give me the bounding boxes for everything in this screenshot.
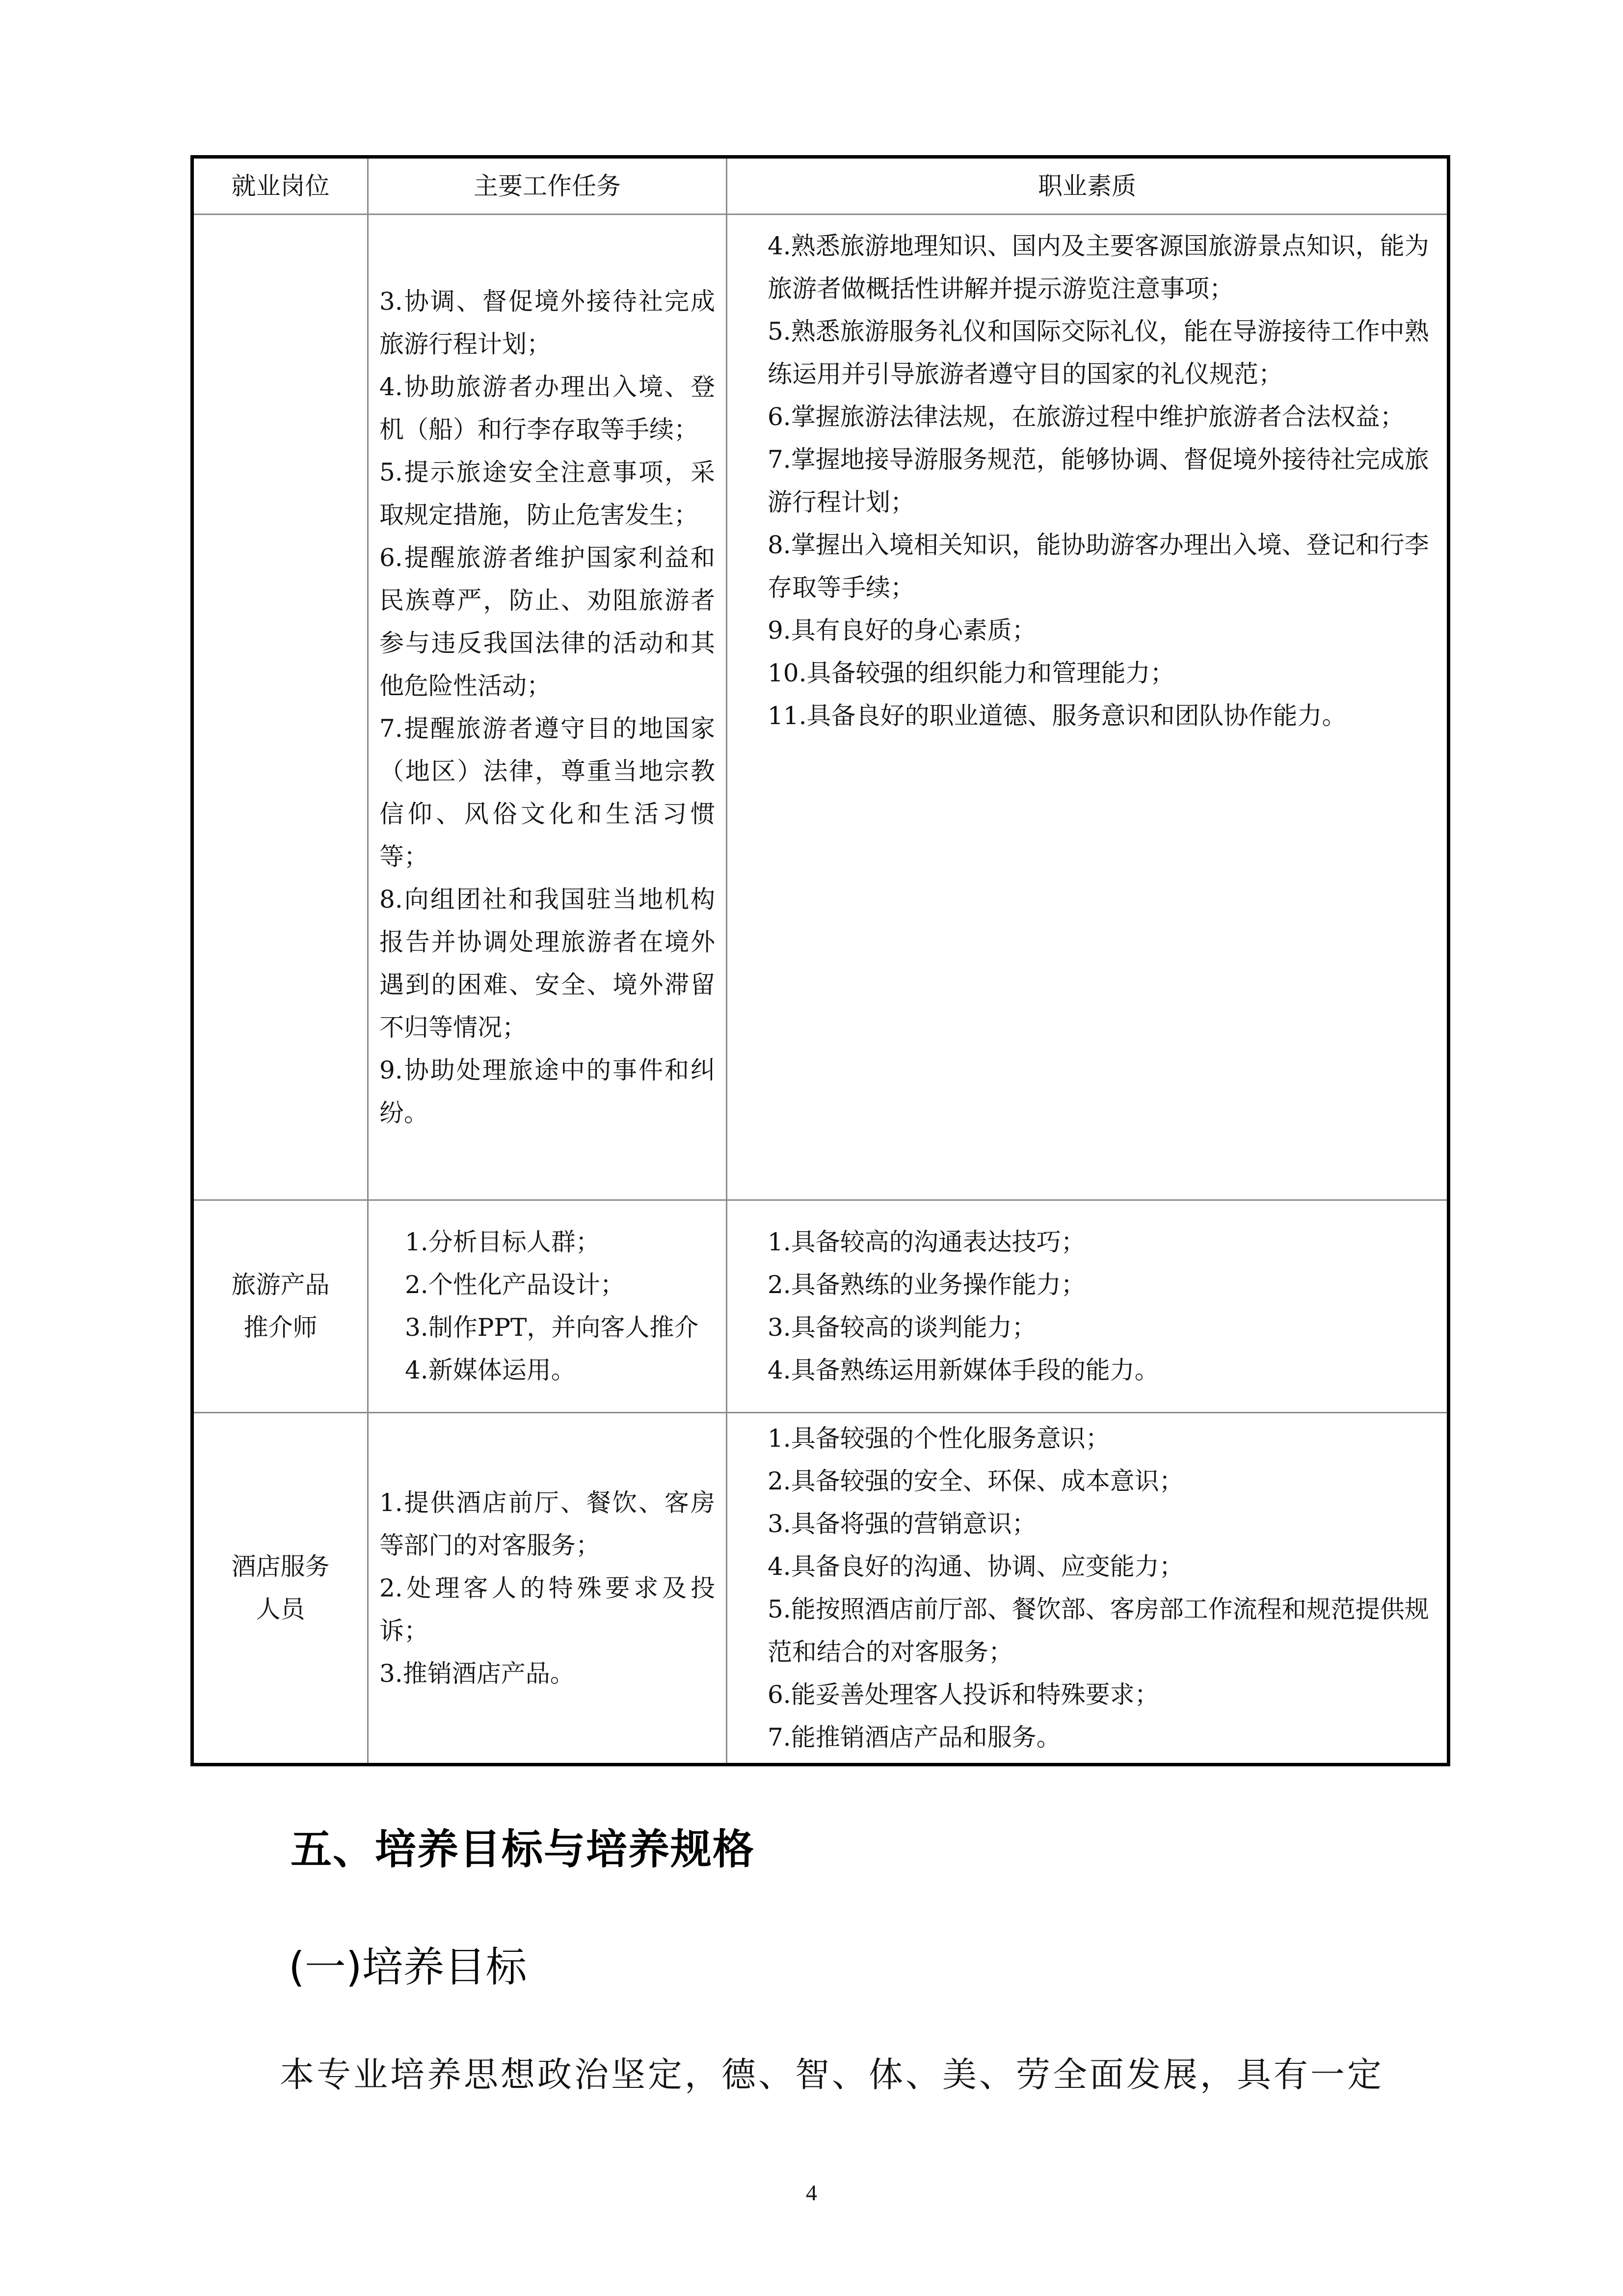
quality-item: 5.熟悉旅游服务礼仪和国际交际礼仪，能在导游接待工作中熟练运用并引导旅游者遵守目的国家的礼仪规范； [768,317,1429,388]
quality-item: 1.具备较强的个性化服务意识； [768,1424,1110,1453]
header-post: 就业岗位 [192,157,368,215]
post-cell [192,215,368,1200]
body-paragraph: 本专业培养思想政治坚定，德、智、体、美、劳全面发展，具有一定 [280,2054,1384,2095]
section-title: 五、培养目标与培养规格 [291,1825,755,1873]
quality-item: 2.具备较强的安全、环保、成本意识； [768,1467,1184,1495]
post-cell [192,1413,368,1765]
subsection-title: (一)培养目标 [289,1943,527,1991]
quality-item: 4.熟悉旅游地理知识、国内及主要客源国旅游景点知识，能为旅游者做概括性讲解并提示游览注意事项； [768,232,1429,303]
header-qualities: 职业素质 [727,157,1449,215]
tasks-cell [368,1413,727,1765]
quality-item: 4.具备熟练运用新媒体手段的能力。 [768,1356,1159,1384]
quality-item: 1.具备较高的沟通表达技巧； [768,1228,1086,1256]
task-item: 2.个性化产品设计； [405,1270,625,1299]
table-row [192,1413,1449,1765]
quality-item: 2.具备熟练的业务操作能力； [768,1270,1086,1299]
table-header-row [192,157,1449,215]
task-item: 6.提醒旅游者维护国家利益和民族尊严，防止、劝阻旅游者参与违反我国法律的活动和其他危险性活动； [379,543,715,700]
table-row [192,1200,1449,1413]
header-tasks: 主要工作任务 [368,157,727,215]
task-item: 3.推销酒店产品。 [379,1659,575,1688]
task-item: 4.协助旅游者办理出入境、登机（船）和行李存取等手续； [379,372,715,444]
task-item: 3.协调、督促境外接待社完成旅游行程计划； [379,287,715,358]
quality-item: 4.具备良好的沟通、协调、应变能力； [768,1552,1184,1581]
quality-item: 7.能推销酒店产品和服务。 [768,1723,1061,1752]
task-item: 1.分析目标人群； [405,1228,600,1256]
quality-item: 6.能妥善处理客人投诉和特殊要求； [768,1680,1159,1709]
qualities-cell [727,215,1449,1200]
post-name-line: 推介师 [243,1313,318,1342]
table-row [192,215,1449,1200]
quality-item: 11.具备良好的职业道德、服务意识和团队协作能力。 [768,702,1347,730]
quality-item: 3.具备将强的营销意识； [768,1510,1037,1538]
quality-item: 10.具备较强的组织能力和管理能力； [768,659,1175,687]
page-number: 4 [806,2180,817,2205]
quality-item: 8.掌握出入境相关知识，能协助游客办理出入境、登记和行李存取等手续； [768,531,1429,602]
post-name-line: 旅游产品 [231,1270,330,1299]
task-item: 2.处理客人的特殊要求及投诉； [379,1573,715,1645]
post-name-line: 酒店服务 [231,1552,330,1581]
job-position-table [190,155,1450,1766]
task-item: 3.制作PPT，并向客人推介 [405,1313,699,1342]
quality-item: 9.具有良好的身心素质； [768,616,1037,645]
quality-item: 7.掌握地接导游服务规范，能够协调、督促境外接待社完成旅游行程计划； [768,445,1429,516]
qualities-cell [727,1413,1449,1765]
task-item: 7.提醒旅游者遵守目的地国家（地区）法律，尊重当地宗教信仰、风俗文化和生活习惯等； [379,714,715,871]
tasks-cell [368,1200,727,1413]
post-name-line: 人员 [256,1595,305,1623]
qualities-cell [727,1200,1449,1413]
quality-item: 5.能按照酒店前厅部、餐饮部、客房部工作流程和规范提供规范和结合的对客服务； [768,1595,1429,1666]
quality-item: 3.具备较高的谈判能力； [768,1313,1037,1342]
tasks-cell [368,215,727,1200]
task-item: 9.协助处理旅途中的事件和纠纷。 [379,1055,715,1127]
task-item: 5.提示旅途安全注意事项，采取规定措施，防止危害发生； [379,458,715,529]
task-item: 1.提供酒店前厅、餐饮、客房等部门的对客服务； [379,1488,715,1560]
quality-item: 6.掌握旅游法律法规，在旅游过程中维护旅游者合法权益； [768,403,1405,431]
task-item: 4.新媒体运用。 [405,1356,576,1384]
task-item: 8.向组团社和我国驻当地机构报告并协调处理旅游者在境外遇到的困难、安全、境外滞留不归等情况； [379,885,715,1042]
post-cell [192,1200,368,1413]
